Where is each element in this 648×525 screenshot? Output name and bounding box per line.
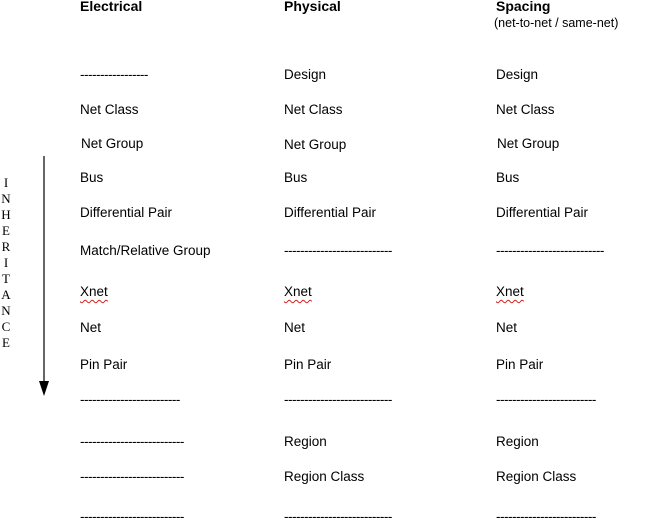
spacing-cell-region: Region [496,434,539,449]
header-spacing-subtitle: (net-to-net / same-net) [494,16,619,30]
physical-cell-placeholder: --------------------------- [284,392,392,407]
physical-cell-placeholder: --------------------------- [284,509,392,524]
physical-cell-net-group: Net Group [284,137,347,152]
inheritance-letter: A [1,287,11,302]
inheritance-letter: E [2,223,10,238]
electrical-cell-placeholder: ------------------------- [80,392,180,407]
inheritance-arrow-icon [36,156,52,398]
inheritance-letter: I [3,255,9,270]
electrical-cell-xnet [80,284,108,300]
physical-cell-net-class: Net Class [284,102,343,117]
electrical-cell-placeholder: -------------------------- [80,509,184,524]
electrical-cell-placeholder: -------------------------- [80,469,184,484]
physical-cell-differential-pair: Differential Pair [284,205,377,220]
spacing-cell-pin-pair: Pin Pair [496,357,544,372]
electrical-cell-net-class: Net Class [80,102,139,117]
electrical-cell-net: Net [80,320,102,335]
spacing-cell-placeholder: ------------------------- [496,509,596,524]
inheritance-letter: T [2,271,10,286]
physical-cell-bus: Bus [284,170,308,185]
electrical-cell-match-relative-group: Match/Relative Group [80,243,211,258]
spacing-cell-bus: Bus [496,170,520,185]
spacing-cell-net-class: Net Class [496,102,555,117]
spacing-cell-differential-pair: Differential Pair [496,205,589,220]
physical-cell-region-class: Region Class [284,469,365,484]
electrical-cell-bus: Bus [80,170,104,185]
electrical-cell-pin-pair: Pin Pair [80,357,128,372]
physical-cell-pin-pair: Pin Pair [284,357,332,372]
header-electrical: Electrical [80,0,143,14]
spacing-cell-placeholder: ------------------------- [496,392,596,407]
physical-cell-region: Region [284,434,327,449]
electrical-cell-differential-pair: Differential Pair [80,205,173,220]
xnet-text: Xnet [80,284,108,299]
physical-cell-placeholder: --------------------------- [284,243,392,258]
spacing-cell-design: Design [496,67,539,82]
inheritance-letter: I [3,175,9,190]
electrical-cell-net-group: Net Group [81,136,144,151]
inheritance-letter: C [1,319,11,334]
physical-cell-net: Net [284,320,306,335]
electrical-cell-placeholder: -------------------------- [80,434,184,449]
header-physical: Physical [284,0,341,14]
xnet-text: Xnet [496,284,524,299]
inheritance-letter: E [2,335,10,350]
electrical-cell-placeholder: ----------------- [80,67,148,82]
header-spacing: Spacing [496,0,551,14]
spacing-cell-region-class: Region Class [496,469,577,484]
inheritance-letter: N [1,191,11,206]
inheritance-letter: R [1,239,11,254]
spacing-cell-xnet [496,284,524,300]
spacing-cell-net: Net [496,320,518,335]
spacing-cell-placeholder: --------------------------- [496,243,604,258]
physical-cell-design: Design [284,67,327,82]
inheritance-letter: N [1,303,11,318]
physical-cell-xnet [284,284,312,300]
xnet-text: Xnet [284,284,312,299]
spacing-cell-net-group: Net Group [497,136,560,151]
inheritance-letter: H [1,207,11,222]
